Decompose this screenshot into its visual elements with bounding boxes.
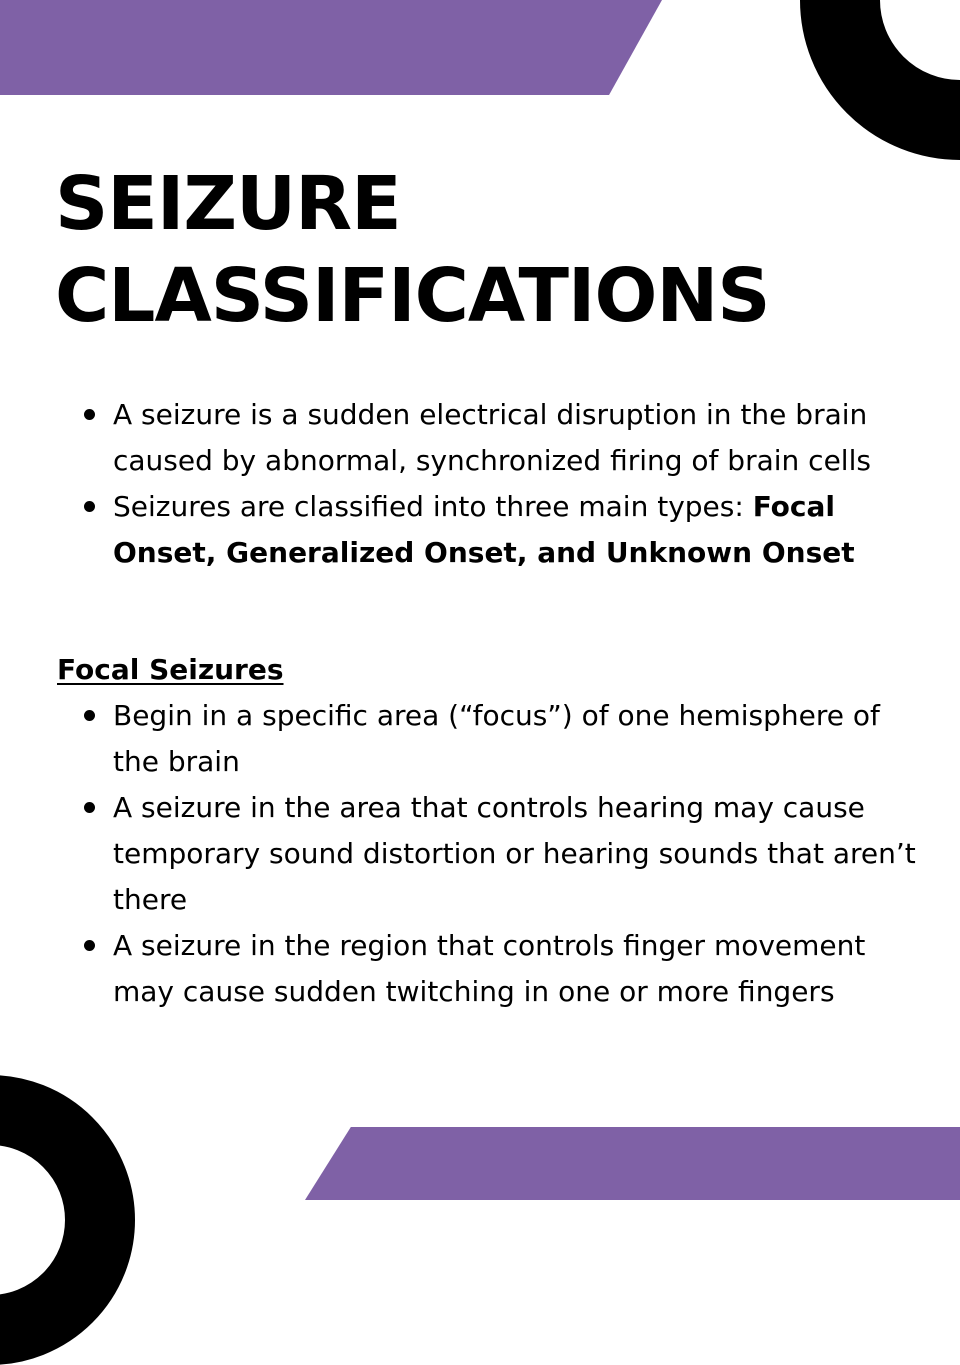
intro-list [0,392,923,576]
top-purple-banner [0,0,662,95]
list-item-text: Begin in a specific area (“focus”) of one hemisphere of the brain [113,699,880,778]
page-title [55,158,770,342]
list-item [0,484,923,576]
list-item [0,693,923,785]
list-item [0,923,923,1015]
bullet-icon [84,710,95,721]
top-right-ring-decoration [800,0,960,160]
bullet-icon [84,802,95,813]
title-line-2: CLASSIFICATIONS [55,253,770,339]
list-item-text: A seizure is a sudden electrical disruption in the brain caused by abnormal, synchronized firing of brain cells [113,398,871,477]
section-heading-focal-seizures: Focal Seizures [57,653,284,686]
list-item [0,392,923,484]
bullet-icon [84,940,95,951]
title-line-1: SEIZURE [55,161,401,247]
bullet-icon [84,409,95,420]
list-item-text: A seizure in the area that controls hearing may cause temporary sound distortion or hearing sounds that aren’t there [113,791,916,916]
bottom-purple-banner [305,1127,960,1200]
bullet-icon [84,501,95,512]
list-item-bold-text: Focal Onset, Generalized Onset, and Unknown Onset [113,490,855,569]
bottom-left-ring-decoration [0,1075,135,1365]
list-item [0,785,923,923]
list-item-text: A seizure in the region that controls finger movement may cause sudden twitching in one or more fingers [113,929,866,1008]
focal-seizures-list [0,693,923,1015]
list-item-text: Seizures are classified into three main types: [113,490,753,523]
